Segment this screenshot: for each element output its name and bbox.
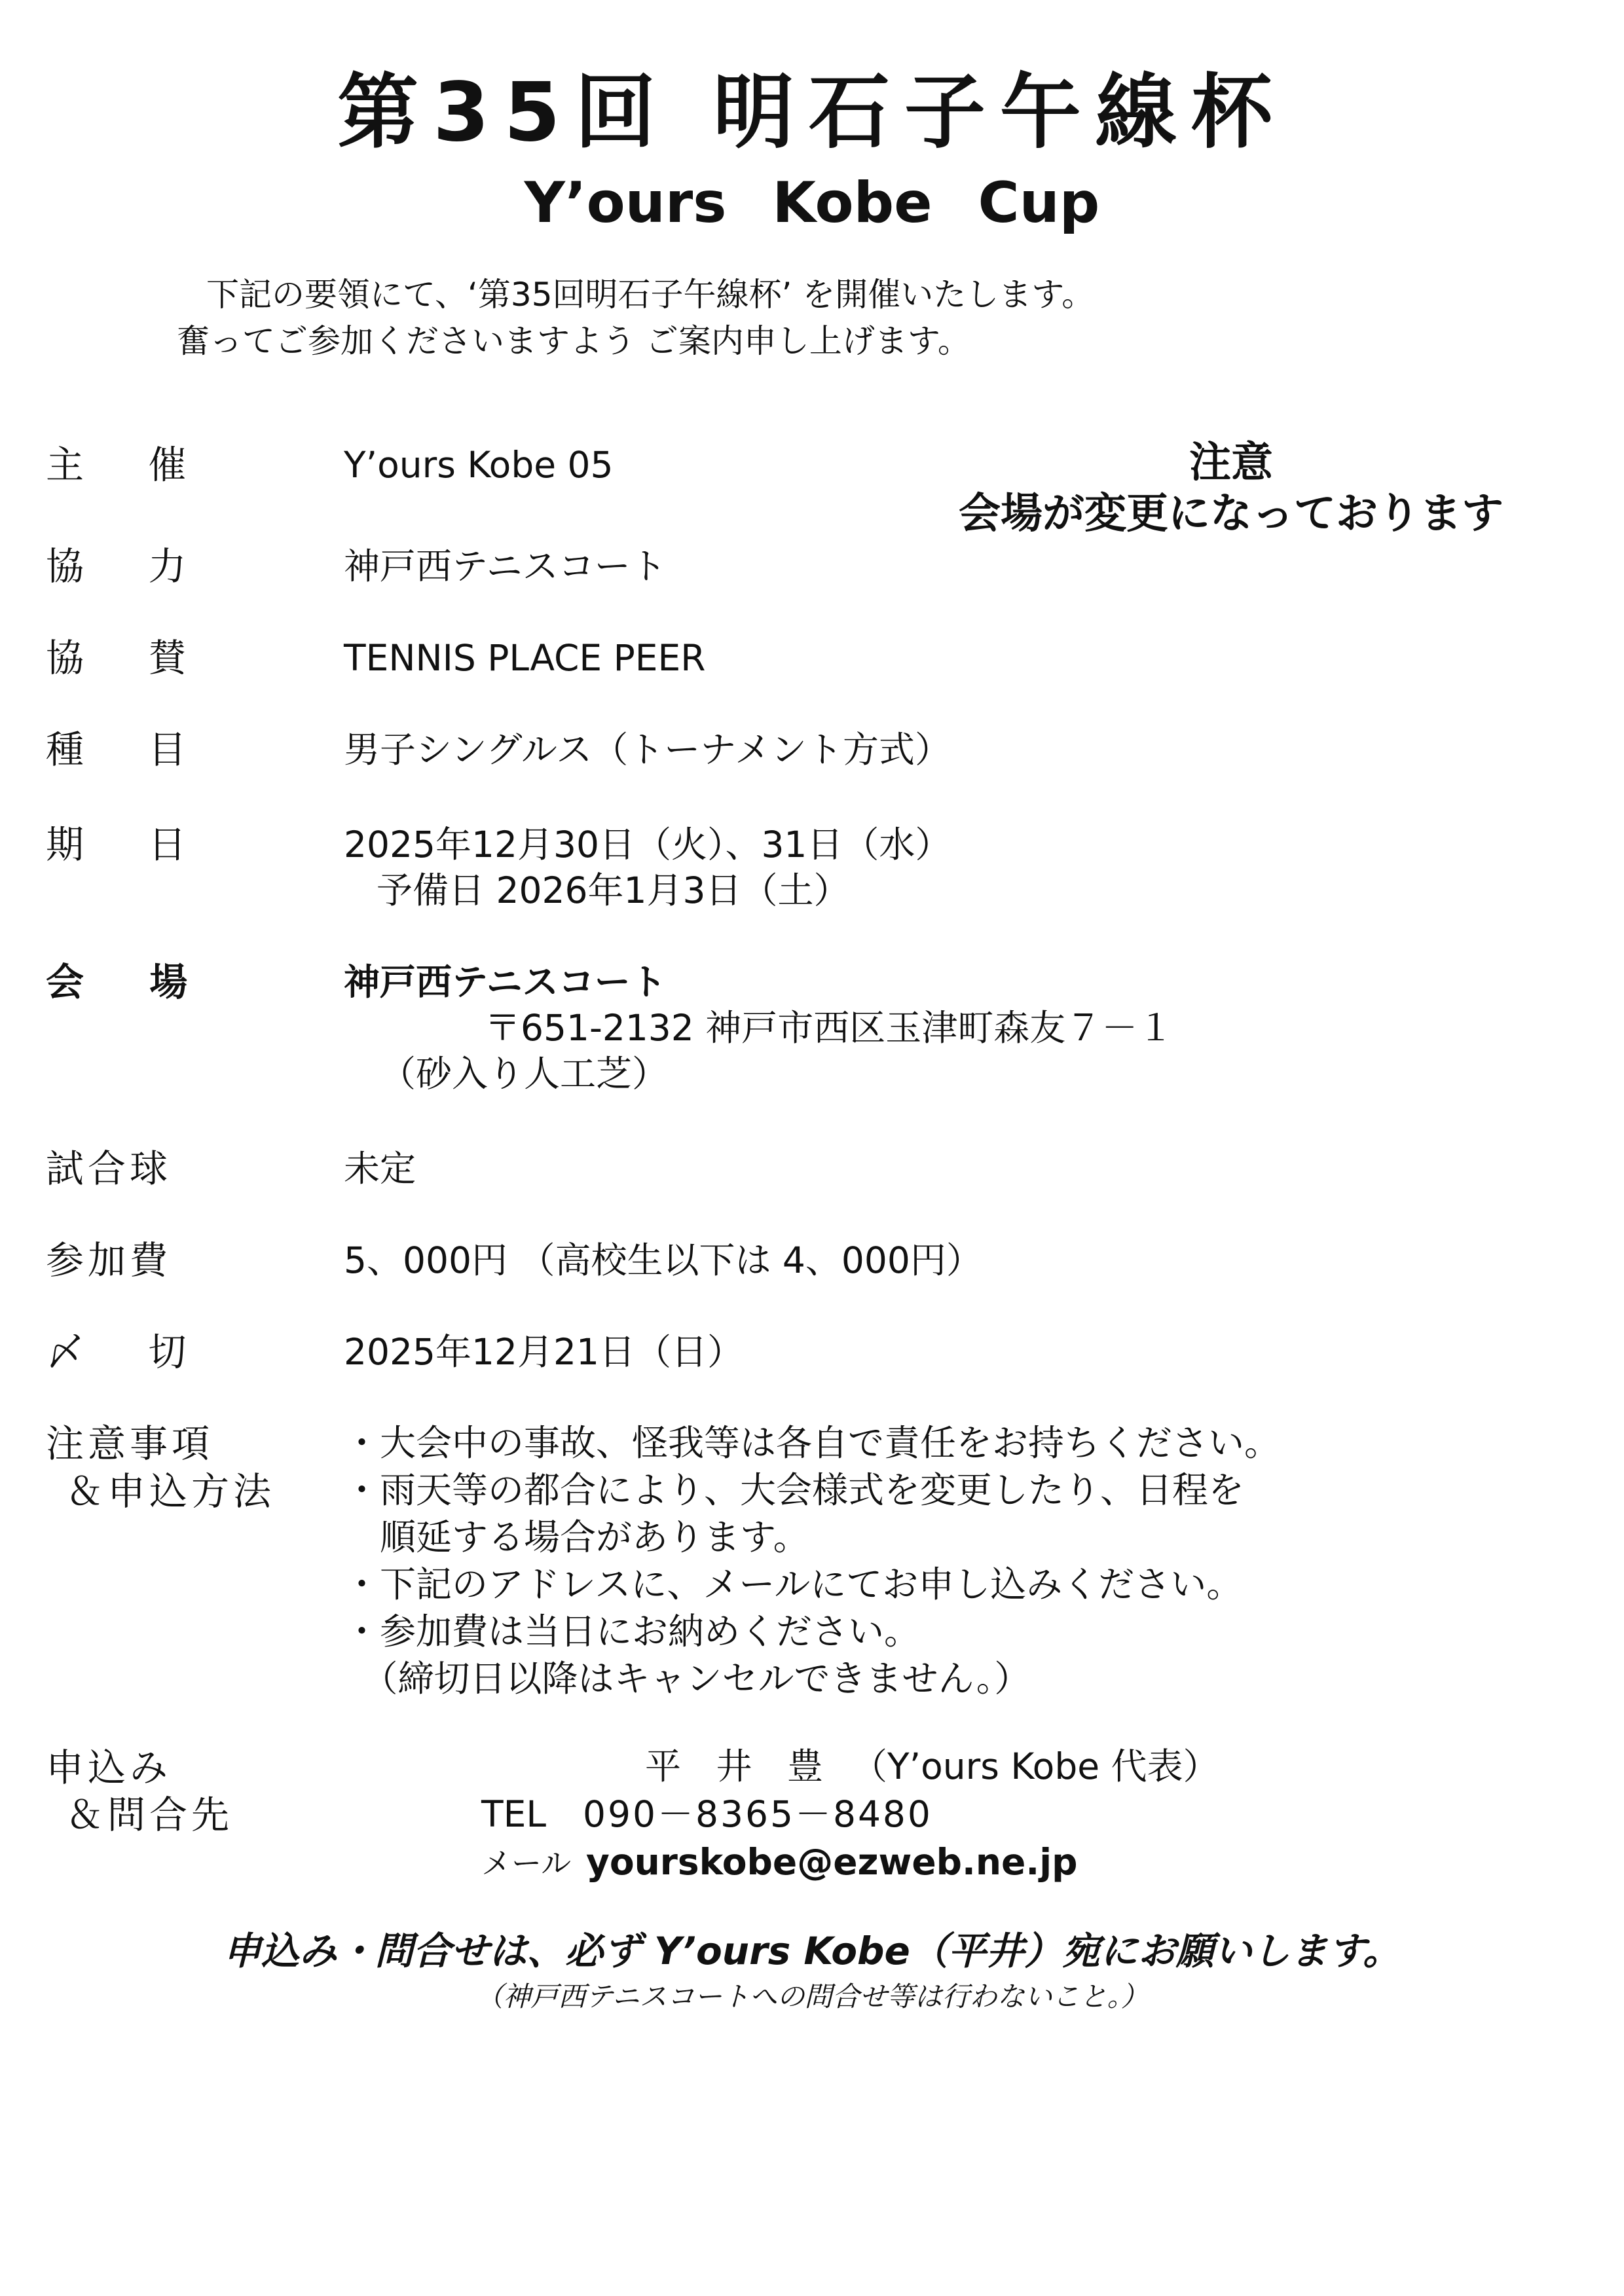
contact-name: 平 井 豊 [645,1745,835,1787]
tel-number: 090－8365－8480 [583,1793,932,1835]
contact-role: （Y’ours Kobe 代表） [851,1745,1219,1787]
notice-title: 注意 [1189,439,1273,487]
ball-value: 未定 [344,1148,416,1190]
intro-line-2: 奮ってご参加くださいますよう ご案内申し上げます。 [177,322,970,360]
note-line: （締切日以降はキャンセルできません。） [344,1658,1031,1700]
intro-line-1: 下記の要領にて、‘第35回明石子午線杯’ を開催いたします。 [206,276,1095,314]
mail-address[interactable]: yourskobe@ezweb.ne.jp [586,1841,1078,1883]
contact-label-1: 申込み [46,1745,172,1790]
venue-surface: （砂入り人工芝） [380,1053,669,1095]
cooperation-label: 協 力 [46,544,213,589]
event-label: 種 目 [46,727,213,772]
reserve-date: 予備日 2026年1月3日（土） [377,869,850,911]
deadline-value: 2025年12月21日（日） [344,1331,743,1373]
notes-label-1: 注意事項 [46,1421,214,1466]
page-subtitle: Y’ours Kobe Cup [524,170,1100,236]
contact-label-2: ＆問合先 [65,1793,234,1837]
fee-label: 参加費 [46,1238,172,1283]
sponsor-label: 協 賛 [46,636,213,680]
deadline-label: 〆 切 [46,1330,213,1374]
venue-change-notice [871,437,1591,539]
note-line: ・雨天等の都合により、大会様式を変更したり、日程を [344,1469,1245,1511]
note-line: 順延する場合があります。 [344,1516,809,1558]
notes-label-2: ＆申込方法 [65,1469,276,1514]
tel-label: TEL [481,1793,546,1835]
venue-name: 神戸西テニスコート [344,961,667,1003]
organizer-label: 主 催 [46,443,213,487]
contact-instruction: 申込み・問合せは、必ず Y’ours Kobe（平井）宛にお願いします。 [223,1929,1401,1973]
cooperation-value: 神戸西テニスコート [344,545,667,587]
mail-label: メール [481,1846,572,1881]
note-line: ・大会中の事故、怪我等は各自で責任をお持ちください。 [344,1422,1281,1464]
note-line: ・参加費は当日にお納めください。 [344,1611,921,1652]
page-title: 第35回 明石子午線杯 [337,65,1287,160]
venue-address: 〒651-2132 神戸市西区玉津町森友７－１ [485,1007,1174,1049]
notice-text: 会場が変更になっております [959,490,1504,538]
venue-label: 会 場 [46,960,214,1004]
date-label: 期 日 [46,822,213,867]
fee-value: 5、000円 （高校生以下は 4、000円） [344,1239,982,1281]
contact-instruction-note: （神戸西テニスコートへの問合せ等は行わないこと。） [475,1980,1149,2013]
date-value: 2025年12月30日（火）、31日（水） [344,824,951,866]
event-value: 男子シングルス（トーナメント方式） [344,729,951,771]
sponsor-value: TENNIS PLACE PEER [344,637,706,679]
organizer-value: Y’ours Kobe 05 [344,444,614,486]
note-line: ・下記のアドレスに、メールにてお申し込みください。 [344,1563,1243,1605]
ball-label: 試合球 [46,1146,172,1191]
